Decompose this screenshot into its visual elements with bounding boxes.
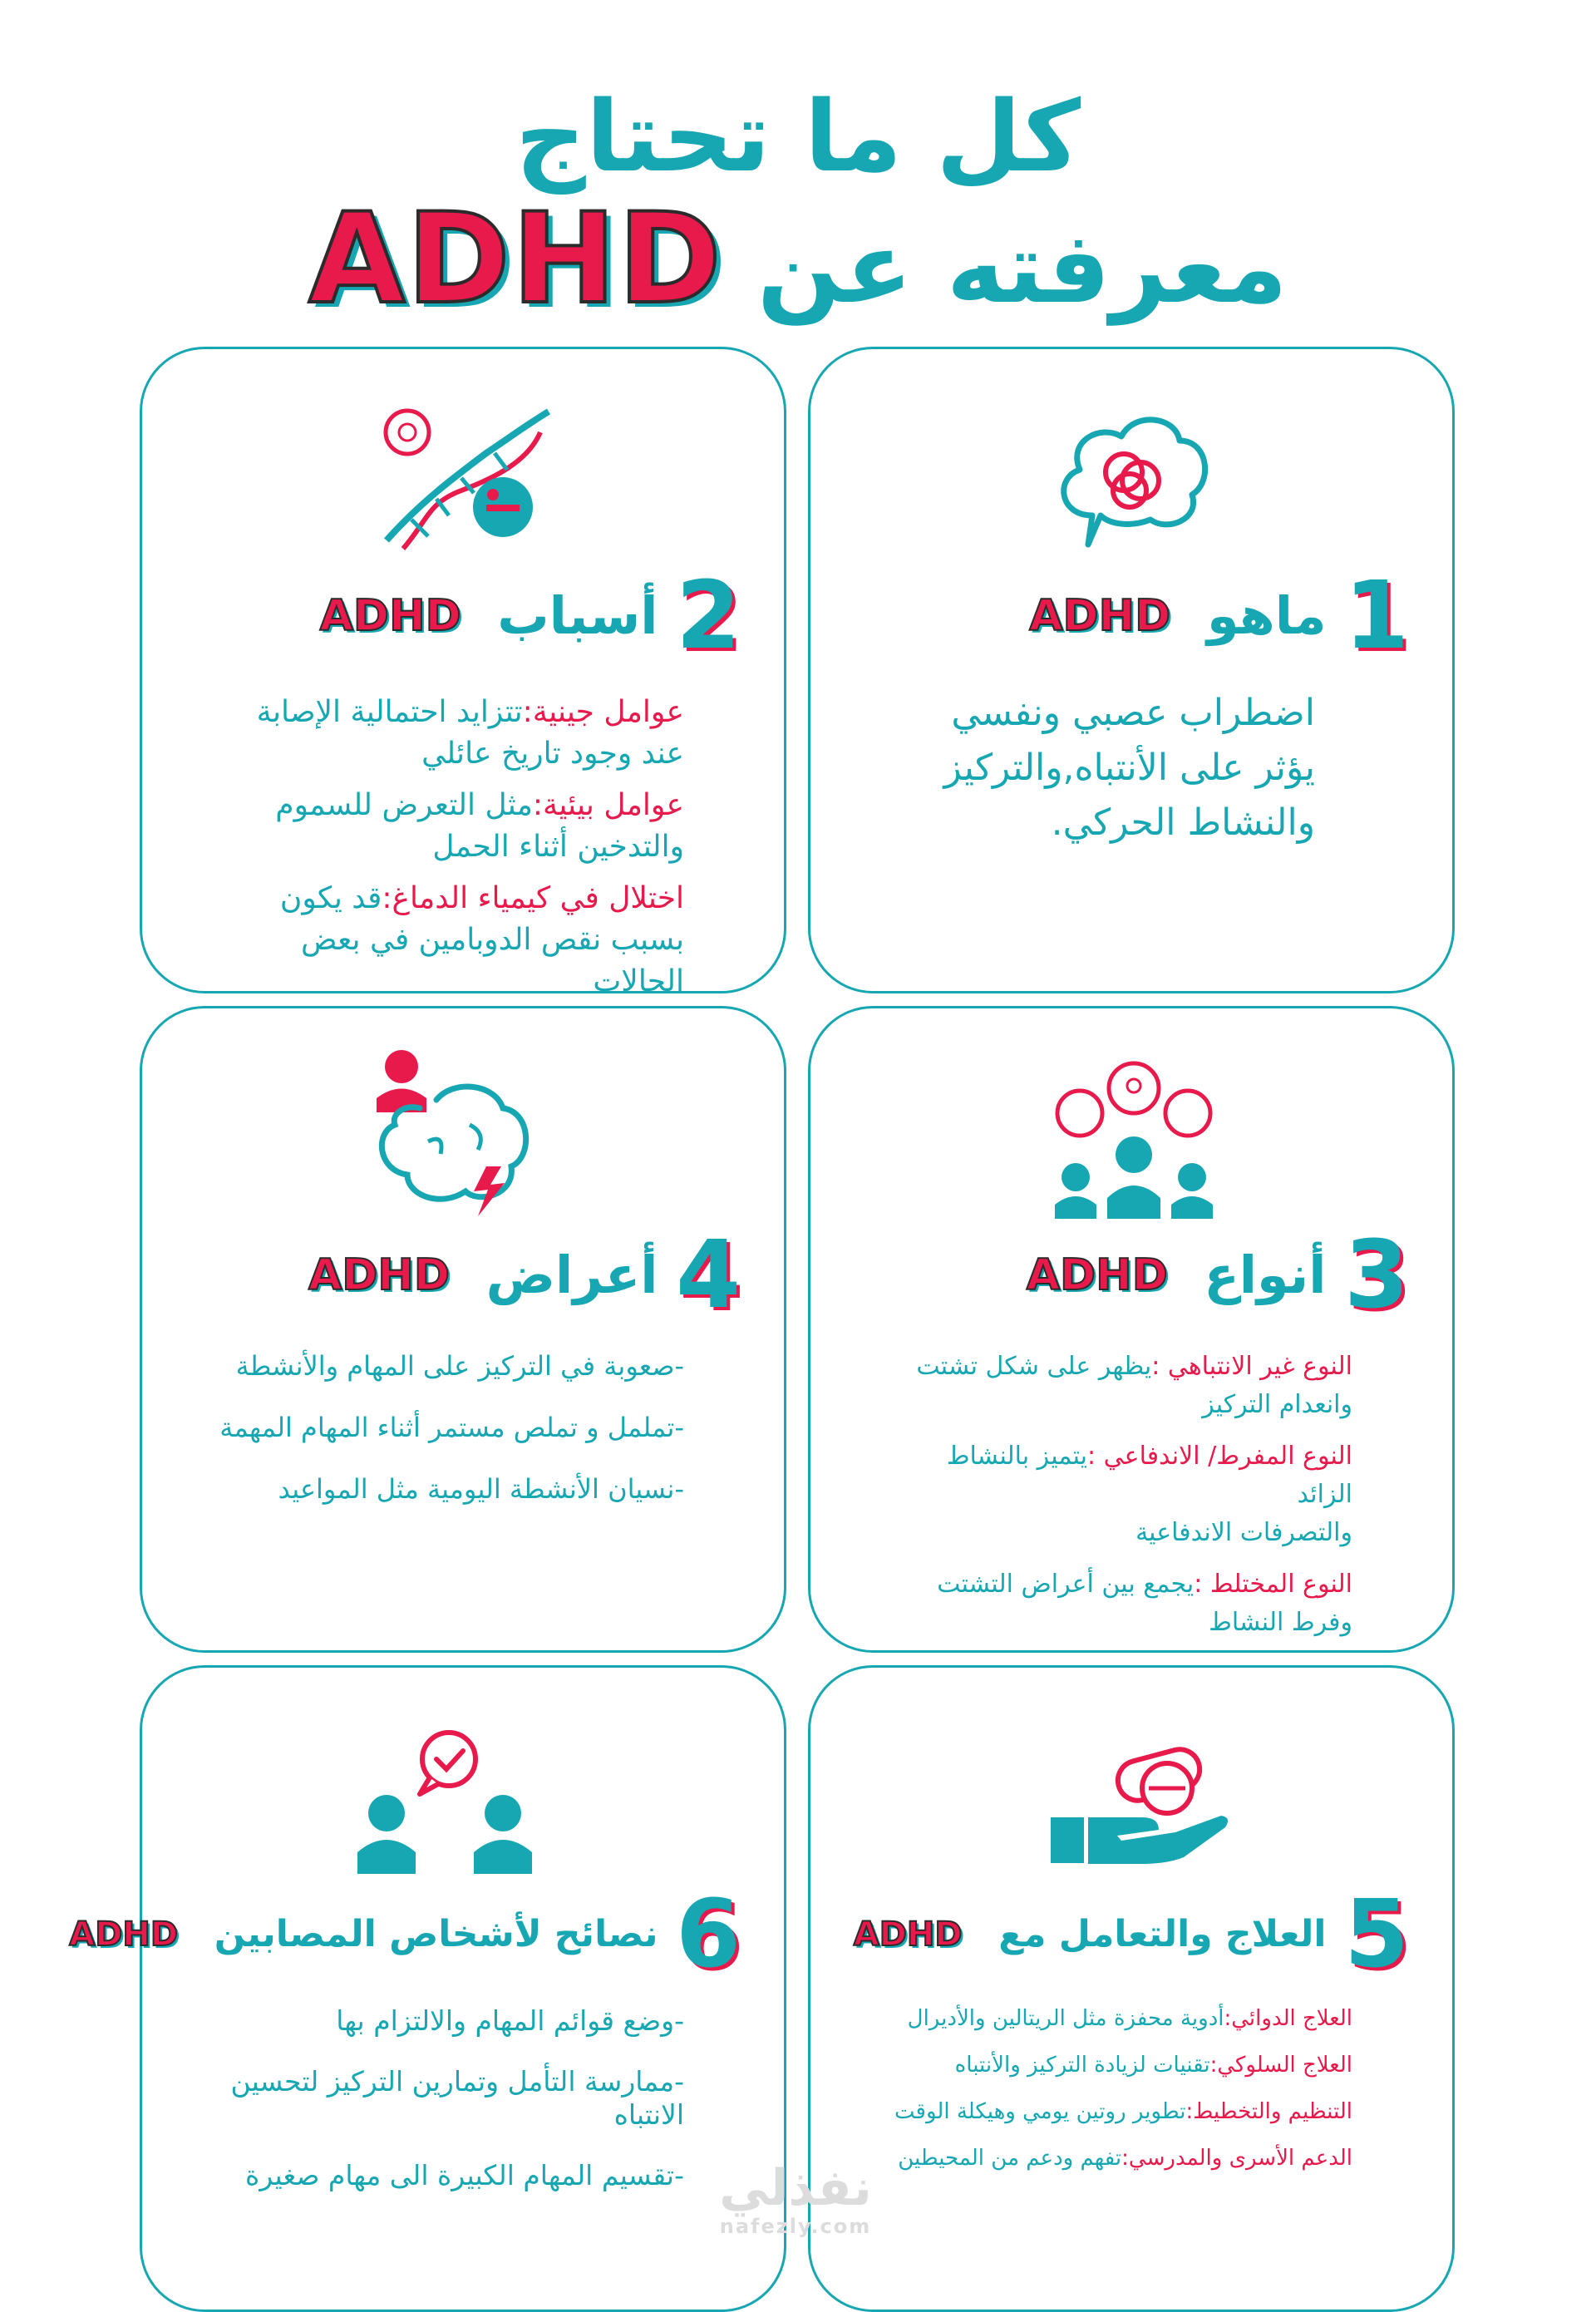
item-label: العلاج السلوكي: xyxy=(1209,2053,1352,2078)
card-treatment xyxy=(808,1665,1455,2312)
list-item xyxy=(887,2098,1352,2126)
item-text: ممارسة التأمل وتمارين التركيز لتحسين الانتباه xyxy=(230,2065,684,2131)
item-text: أدوية محفزة مثل الريتالين والأديرال xyxy=(907,2006,1224,2031)
item-text: صعوبة في التركيز على المهام والأنشطة xyxy=(235,1350,675,1382)
list-item xyxy=(219,878,684,1003)
watermark-latin: nafezly.com xyxy=(719,2215,872,2238)
card-3-heading xyxy=(835,1220,1409,1329)
dash: - xyxy=(674,2065,684,2098)
card-3-number: 3 xyxy=(1344,1220,1409,1329)
list-item xyxy=(219,1472,684,1506)
advice-people-icon xyxy=(353,1726,544,1876)
dash: - xyxy=(674,2004,684,2037)
list-item xyxy=(219,2065,684,2132)
card-4-title: أعراض xyxy=(485,1244,658,1305)
card-3-body xyxy=(887,1348,1352,1655)
card-5-title: العلاج والتعامل مع xyxy=(998,1912,1327,1955)
card-6-title: نصائح لأشخاص المصابين xyxy=(214,1912,658,1955)
item-text: قد يكون xyxy=(279,881,382,915)
item-label: الدعم الأسرى والمدرسي: xyxy=(1121,2146,1352,2171)
card-1-heading xyxy=(835,561,1409,670)
list-item xyxy=(219,1349,684,1383)
card-2-heading xyxy=(167,561,741,670)
item-text: يظهر على شكل تشتت xyxy=(916,1352,1152,1381)
list-item xyxy=(219,2159,684,2192)
list-item xyxy=(887,1437,1352,1552)
item-text: عند وجود تاريخ عائلي xyxy=(421,737,684,771)
card-2-number: 2 xyxy=(676,561,741,670)
card-1-line: اضطراب عصبي ونفسي xyxy=(951,692,1315,734)
item-text: مثل التعرض للسموم xyxy=(275,788,533,822)
item-text: تقنيات لزيادة التركيز والأنتباه xyxy=(954,2053,1210,2078)
card-1-body xyxy=(883,686,1315,850)
card-types xyxy=(808,1006,1455,1653)
dash: - xyxy=(674,1412,684,1443)
card-4-body xyxy=(219,1349,684,1534)
item-text: والتصرفات الاندفاعية xyxy=(1135,1518,1352,1547)
dash: - xyxy=(674,1473,684,1505)
item-text: نسيان الأنشطة اليومية مثل المواعيد xyxy=(278,1473,675,1505)
card-1-line: والنشاط الحركي. xyxy=(1051,801,1315,844)
card-2-body xyxy=(219,692,684,1013)
list-item xyxy=(219,692,684,775)
card-1-title: ماهو xyxy=(1206,584,1327,646)
list-item xyxy=(887,2004,1352,2033)
item-label: النوع المفرط/ الاندفاعي : xyxy=(1087,1442,1352,1471)
card-advice xyxy=(69,1665,786,2312)
item-label: عوامل بيئية: xyxy=(532,788,684,822)
card-6-heading xyxy=(69,1880,741,1989)
item-text: تقسيم المهام الكبيرة الى مهام صغيرة xyxy=(245,2159,675,2191)
card-what-is xyxy=(808,347,1455,993)
list-item xyxy=(887,2144,1352,2172)
card-1-line: يؤثر على الأنتباه,والتركيز xyxy=(943,747,1315,789)
types-people-icon xyxy=(1051,1057,1217,1223)
brain-person-icon xyxy=(362,1042,536,1225)
card-2-title: أسباب xyxy=(497,584,658,646)
item-text: تتزايد احتمالية الإصابة xyxy=(256,695,523,729)
title-line-1: كل ما تحتاج xyxy=(515,79,1081,194)
dna-icon xyxy=(370,403,561,553)
list-item xyxy=(887,1565,1352,1642)
dash: - xyxy=(674,1350,684,1382)
item-text: والتدخين أثناء الحمل xyxy=(432,830,684,864)
card-symptoms xyxy=(140,1006,786,1653)
list-item xyxy=(219,2004,684,2038)
item-text: تطوير روتين يومي وهيكلة الوقت xyxy=(894,2099,1186,2124)
item-text: وفرط النشاط xyxy=(1209,1608,1352,1637)
item-text: وضع قوائم المهام والالتزام بها xyxy=(336,2004,675,2037)
list-item xyxy=(887,1348,1352,1424)
item-text: يتميز بالنشاط الزائد xyxy=(946,1442,1352,1509)
card-5-body xyxy=(887,2004,1352,2191)
card-6-number: 6 xyxy=(676,1880,741,1989)
watermark-arabic: نفذلي xyxy=(719,2159,872,2217)
item-label: العلاج الدوائي: xyxy=(1224,2006,1352,2031)
item-text: تفهم ودعم من المحيطين xyxy=(898,2146,1122,2171)
item-text: وانعدام التركيز xyxy=(1202,1390,1352,1419)
list-item xyxy=(219,1411,684,1444)
item-label: النوع غير الانتباهي : xyxy=(1151,1352,1352,1381)
card-6-body xyxy=(219,2004,684,2220)
card-6-adhd: ADHD xyxy=(69,1915,179,1954)
card-3-title: أنواع xyxy=(1204,1244,1327,1305)
title-adhd: ADHD xyxy=(308,187,723,332)
title-prefix: معرفته عن xyxy=(756,210,1288,325)
card-5-adhd: ADHD xyxy=(853,1915,963,1954)
card-2-adhd: ADHD xyxy=(319,590,461,641)
list-item xyxy=(887,2051,1352,2079)
item-text: تململ و تملص مستمر أثناء المهام المهمة xyxy=(219,1412,675,1443)
item-text: يجمع بين أعراض التشتت xyxy=(937,1570,1195,1599)
dash: - xyxy=(674,2159,684,2191)
card-5-number: 5 xyxy=(1344,1880,1409,1989)
card-3-adhd: ADHD xyxy=(1026,1250,1168,1300)
item-text: بسبب نقص الدوبامين في بعض الحالات xyxy=(301,923,684,998)
brain-icon xyxy=(1051,407,1217,549)
item-label: عوامل جينية: xyxy=(522,695,684,729)
card-5-heading xyxy=(835,1880,1409,1989)
card-causes xyxy=(140,347,786,998)
card-1-number: 1 xyxy=(1344,561,1409,670)
card-4-number: 4 xyxy=(676,1220,741,1329)
watermark xyxy=(708,2159,883,2238)
card-4-heading xyxy=(167,1220,741,1329)
card-4-adhd: ADHD xyxy=(308,1250,451,1300)
list-item xyxy=(219,785,684,868)
item-label: التنظيم والتخطيط: xyxy=(1185,2099,1352,2124)
card-1-adhd: ADHD xyxy=(1029,590,1171,641)
title-line-2 xyxy=(0,187,1596,332)
hand-pill-icon xyxy=(1042,1743,1234,1867)
item-label: النوع المختلط : xyxy=(1194,1570,1352,1599)
item-label: اختلال في كيمياء الدماغ: xyxy=(382,881,684,915)
